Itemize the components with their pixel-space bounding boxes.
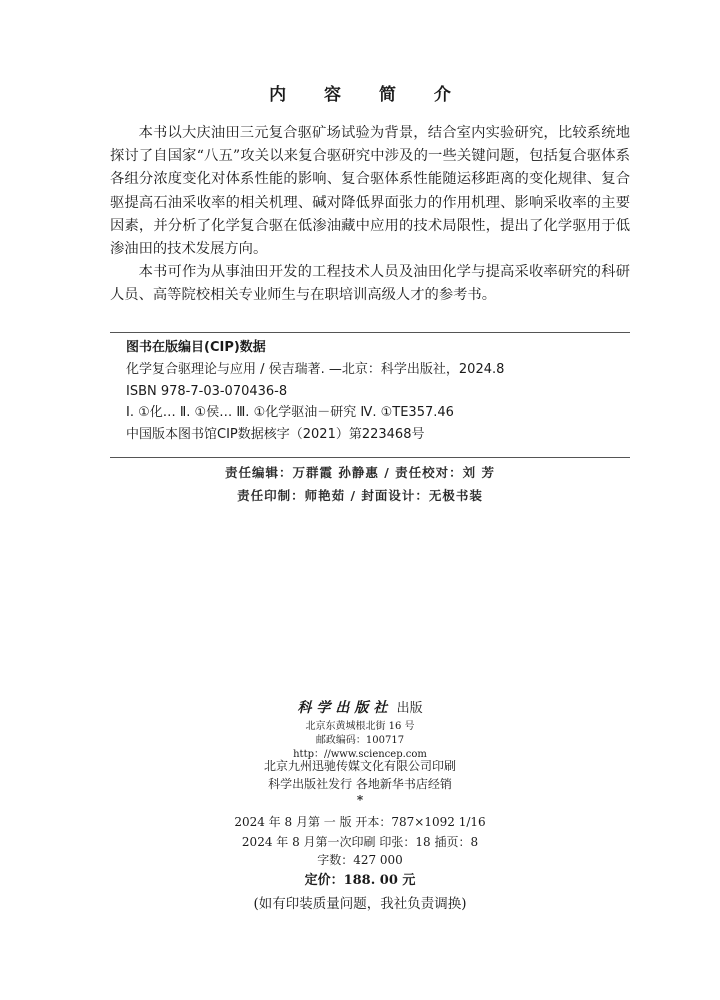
printing-line: 2024 年 8 月第一次印刷 印张：18 插页：8 bbox=[241, 835, 479, 849]
publisher-suffix: 出版 bbox=[396, 701, 423, 716]
publisher-address: 北京东黄城根北街 16 号 bbox=[305, 721, 415, 732]
distribution-line: 科学出版社发行 各地新华书店经销 bbox=[268, 777, 452, 791]
summary-title: 内 容 简 介 bbox=[269, 85, 467, 105]
cip-top-rule bbox=[110, 332, 630, 333]
separator-star: * bbox=[356, 793, 364, 807]
credits-editors: 责任编辑：万群霞 孙静惠 / 责任校对：刘 芳 bbox=[225, 465, 495, 480]
summary-paragraph-2: 本书可作为从事油田开发的工程技术人员及油田化学与提高采收率研究的科研人员、高等院校相关专业师生与在职培训高级人才的参考书。 bbox=[110, 264, 630, 304]
cip-heading: 图书在版编目(CIP)数据 bbox=[126, 340, 266, 355]
credits-production: 责任印制：师艳茹 / 封面设计：无极书装 bbox=[237, 488, 483, 503]
edition-line: 2024 年 8 月第 一 版 开本：787×1092 1/16 bbox=[234, 815, 486, 829]
cip-block bbox=[126, 337, 626, 446]
cip-line-title: 化学复合驱理论与应用 / 侯吉瑞著. —北京：科学出版社，2024.8 bbox=[126, 361, 505, 377]
cip-line-isbn: ISBN 978-7-03-070436-8 bbox=[126, 383, 288, 399]
cip-bottom-rule bbox=[110, 457, 630, 458]
price-line: 定价：188. 00 元 bbox=[304, 873, 416, 888]
summary-body bbox=[110, 122, 630, 308]
cip-line-classification: Ⅰ. ①化… Ⅱ. ①侯… Ⅲ. ①化学驱油－研究 Ⅳ. ①TE357.46 bbox=[126, 405, 454, 421]
wordcount-line: 字数：427 000 bbox=[317, 853, 403, 867]
quality-note: (如有印装质量问题，我社负责调换) bbox=[253, 896, 467, 912]
publisher-logo: 科学出版社 bbox=[297, 700, 393, 716]
summary-paragraph-1: 本书以大庆油田三元复合驱矿场试验为背景，结合室内实验研究，比较系统地探讨了自国家“八五”攻关以来复合驱研究中涉及的一些关键问题，包括复合驱体系各组分浓度变化对体系性能的影响、复合驱体系性能随运移距离的变化规律、复合驱提高石油采收率的相关机理、碱对降低界面张力的作用机理、影响采收率的主要因素，并分析了化学复合驱在低渗油藏中应用的技术局限性，提出了化学驱用于低渗油田的技术发展方向。 bbox=[110, 125, 630, 258]
cip-line-record-number: 中国版本图书馆CIP数据核字（2021）第223468号 bbox=[126, 427, 425, 443]
printer-line: 北京九州迅驰传媒文化有限公司印刷 bbox=[263, 759, 456, 773]
publisher-postcode: 邮政编码：100717 bbox=[315, 735, 405, 746]
publisher-line bbox=[0, 697, 720, 717]
publisher-website: http：//www.sciencep.com bbox=[293, 749, 427, 760]
